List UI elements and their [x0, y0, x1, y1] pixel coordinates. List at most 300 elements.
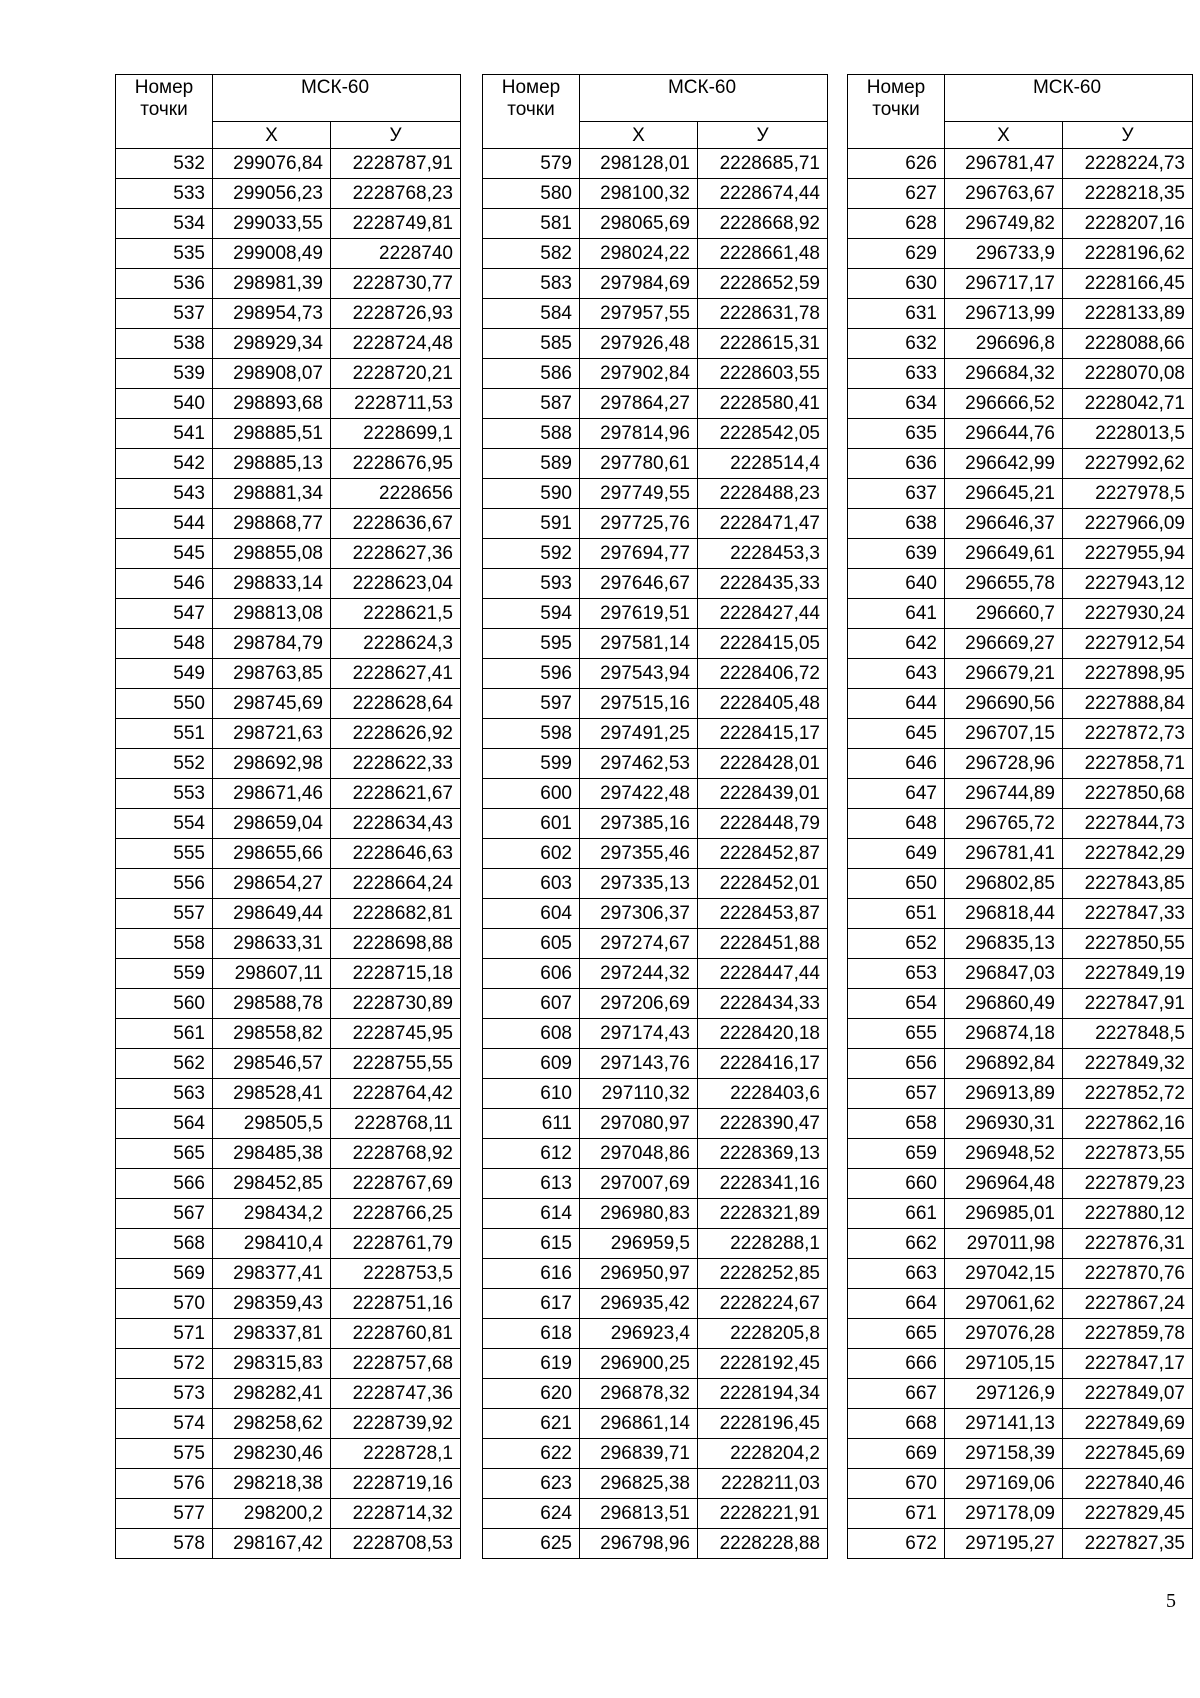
point-number-cell: 618	[483, 1319, 580, 1349]
point-number-cell: 615	[483, 1229, 580, 1259]
point-number-cell: 641	[848, 599, 945, 629]
x-coordinate-cell: 299076,84	[213, 149, 331, 179]
point-number-cell: 574	[116, 1409, 213, 1439]
y-coordinate-cell: 2228369,13	[698, 1139, 828, 1169]
point-number-cell: 542	[116, 449, 213, 479]
x-coordinate-cell: 297076,28	[945, 1319, 1063, 1349]
x-coordinate-cell: 296930,31	[945, 1109, 1063, 1139]
x-coordinate-cell: 298100,32	[580, 179, 698, 209]
y-coordinate-cell: 2228674,44	[698, 179, 828, 209]
x-coordinate-cell: 296733,9	[945, 239, 1063, 269]
table-row	[483, 419, 828, 449]
point-number-cell: 594	[483, 599, 580, 629]
x-coordinate-cell: 297126,9	[945, 1379, 1063, 1409]
point-number-cell: 567	[116, 1199, 213, 1229]
y-coordinate-cell: 2227930,24	[1063, 599, 1193, 629]
table-row	[483, 1109, 828, 1139]
table-row	[848, 179, 1193, 209]
y-coordinate-cell: 2228196,45	[698, 1409, 828, 1439]
point-number-cell: 655	[848, 1019, 945, 1049]
y-coordinate-cell: 2228205,8	[698, 1319, 828, 1349]
x-coordinate-cell: 296861,14	[580, 1409, 698, 1439]
y-coordinate-cell: 2227859,78	[1063, 1319, 1193, 1349]
x-column-header: Х	[580, 122, 698, 149]
point-number-cell: 597	[483, 689, 580, 719]
point-number-cell: 639	[848, 539, 945, 569]
y-coordinate-cell: 2227858,71	[1063, 749, 1193, 779]
point-number-cell: 624	[483, 1499, 580, 1529]
x-coordinate-cell: 296669,27	[945, 629, 1063, 659]
point-number-cell: 562	[116, 1049, 213, 1079]
table-row	[483, 629, 828, 659]
point-number-cell: 569	[116, 1259, 213, 1289]
table-row	[483, 929, 828, 959]
point-number-cell: 602	[483, 839, 580, 869]
x-coordinate-cell: 296900,25	[580, 1349, 698, 1379]
point-number-cell: 648	[848, 809, 945, 839]
table-row	[483, 839, 828, 869]
y-coordinate-cell: 2228740	[331, 239, 461, 269]
y-column-header: У	[331, 122, 461, 149]
y-coordinate-cell: 2227827,35	[1063, 1529, 1193, 1559]
point-number-cell: 654	[848, 989, 945, 1019]
table-row	[116, 1079, 461, 1109]
x-coordinate-cell: 296847,03	[945, 959, 1063, 989]
x-coordinate-cell: 296825,38	[580, 1469, 698, 1499]
table-row	[848, 1019, 1193, 1049]
y-column-header: У	[1063, 122, 1193, 149]
y-coordinate-cell: 2228192,45	[698, 1349, 828, 1379]
table-row	[116, 989, 461, 1019]
table-row	[116, 539, 461, 569]
x-coordinate-cell: 297491,25	[580, 719, 698, 749]
point-number-cell: 610	[483, 1079, 580, 1109]
table-row	[116, 659, 461, 689]
point-number-cell: 620	[483, 1379, 580, 1409]
y-coordinate-cell: 2227848,5	[1063, 1019, 1193, 1049]
point-number-cell: 566	[116, 1169, 213, 1199]
x-coordinate-cell: 296781,41	[945, 839, 1063, 869]
x-coordinate-cell: 298659,04	[213, 809, 331, 839]
y-coordinate-cell: 2228427,44	[698, 599, 828, 629]
table-row	[848, 389, 1193, 419]
table-row	[483, 869, 828, 899]
x-coordinate-cell: 298452,85	[213, 1169, 331, 1199]
y-coordinate-cell: 2228390,47	[698, 1109, 828, 1139]
x-coordinate-cell: 298128,01	[580, 149, 698, 179]
x-coordinate-cell: 296860,49	[945, 989, 1063, 1019]
y-coordinate-cell: 2228218,35	[1063, 179, 1193, 209]
x-coordinate-cell: 296655,78	[945, 569, 1063, 599]
x-coordinate-cell: 298315,83	[213, 1349, 331, 1379]
y-coordinate-cell: 2228321,89	[698, 1199, 828, 1229]
point-number-cell: 532	[116, 149, 213, 179]
y-coordinate-cell: 2228622,33	[331, 749, 461, 779]
point-number-cell: 633	[848, 359, 945, 389]
y-coordinate-cell: 2228720,21	[331, 359, 461, 389]
x-coordinate-cell: 297306,37	[580, 899, 698, 929]
y-coordinate-cell: 2228698,88	[331, 929, 461, 959]
table-row	[848, 749, 1193, 779]
point-number-cell: 595	[483, 629, 580, 659]
point-number-cell: 564	[116, 1109, 213, 1139]
y-coordinate-cell: 2228652,59	[698, 269, 828, 299]
y-coordinate-cell: 2228615,31	[698, 329, 828, 359]
x-coordinate-cell: 296660,7	[945, 599, 1063, 629]
y-coordinate-cell: 2228757,68	[331, 1349, 461, 1379]
x-coordinate-cell: 297061,62	[945, 1289, 1063, 1319]
x-coordinate-cell: 298258,62	[213, 1409, 331, 1439]
point-number-cell: 547	[116, 599, 213, 629]
y-coordinate-cell: 2228621,5	[331, 599, 461, 629]
y-coordinate-cell: 2227879,23	[1063, 1169, 1193, 1199]
table-row	[483, 599, 828, 629]
table-row	[848, 359, 1193, 389]
point-number-cell: 608	[483, 1019, 580, 1049]
y-coordinate-cell: 2227943,12	[1063, 569, 1193, 599]
y-coordinate-cell: 2228252,85	[698, 1259, 828, 1289]
y-coordinate-cell: 2227955,94	[1063, 539, 1193, 569]
table-row	[848, 1139, 1193, 1169]
y-coordinate-cell: 2228415,05	[698, 629, 828, 659]
x-coordinate-cell: 298359,43	[213, 1289, 331, 1319]
y-coordinate-cell: 2228656	[331, 479, 461, 509]
point-number-cell: 588	[483, 419, 580, 449]
point-number-cell: 535	[116, 239, 213, 269]
x-coordinate-cell: 298337,81	[213, 1319, 331, 1349]
table-row	[116, 1229, 461, 1259]
table-row	[483, 1499, 828, 1529]
y-coordinate-cell: 2228542,05	[698, 419, 828, 449]
table-row	[116, 1109, 461, 1139]
table-row	[116, 869, 461, 899]
y-coordinate-cell: 2228447,44	[698, 959, 828, 989]
x-coordinate-cell: 298024,22	[580, 239, 698, 269]
x-coordinate-cell: 296645,21	[945, 479, 1063, 509]
x-coordinate-cell: 298218,38	[213, 1469, 331, 1499]
x-coordinate-cell: 298954,73	[213, 299, 331, 329]
table-row	[483, 1079, 828, 1109]
x-coordinate-cell: 299056,23	[213, 179, 331, 209]
x-coordinate-cell: 298434,2	[213, 1199, 331, 1229]
x-coordinate-cell: 297158,39	[945, 1439, 1063, 1469]
point-number-cell: 671	[848, 1499, 945, 1529]
x-coordinate-cell: 298655,66	[213, 839, 331, 869]
point-number-cell: 669	[848, 1439, 945, 1469]
point-number-cell: 665	[848, 1319, 945, 1349]
table-row	[483, 1169, 828, 1199]
x-coordinate-cell: 296713,99	[945, 299, 1063, 329]
table-row	[483, 359, 828, 389]
x-coordinate-cell: 296763,67	[945, 179, 1063, 209]
x-coordinate-cell: 298505,5	[213, 1109, 331, 1139]
table-row	[848, 1079, 1193, 1109]
point-number-cell: 609	[483, 1049, 580, 1079]
point-number-cell: 600	[483, 779, 580, 809]
y-coordinate-cell: 2228204,2	[698, 1439, 828, 1469]
table-row	[848, 809, 1193, 839]
table-row	[848, 329, 1193, 359]
x-coordinate-cell: 298528,41	[213, 1079, 331, 1109]
x-coordinate-cell: 296950,97	[580, 1259, 698, 1289]
y-coordinate-cell: 2228194,34	[698, 1379, 828, 1409]
x-coordinate-cell: 298167,42	[213, 1529, 331, 1559]
table-row	[116, 1469, 461, 1499]
point-number-cell: 583	[483, 269, 580, 299]
y-coordinate-cell: 2227843,85	[1063, 869, 1193, 899]
table-row	[483, 1319, 828, 1349]
x-coordinate-cell: 297780,61	[580, 449, 698, 479]
x-coordinate-cell: 296644,76	[945, 419, 1063, 449]
y-coordinate-cell: 2228434,33	[698, 989, 828, 1019]
table-row	[483, 179, 828, 209]
point-number-cell: 629	[848, 239, 945, 269]
y-coordinate-cell: 2228699,1	[331, 419, 461, 449]
x-coordinate-cell: 298377,41	[213, 1259, 331, 1289]
y-coordinate-cell: 2228405,48	[698, 689, 828, 719]
y-coordinate-cell: 2228471,47	[698, 509, 828, 539]
table-row	[116, 899, 461, 929]
x-coordinate-cell: 298908,07	[213, 359, 331, 389]
point-number-cell: 621	[483, 1409, 580, 1439]
table-row	[848, 209, 1193, 239]
y-coordinate-cell: 2228747,36	[331, 1379, 461, 1409]
point-number-cell: 548	[116, 629, 213, 659]
y-coordinate-cell: 2228228,88	[698, 1529, 828, 1559]
x-coordinate-cell: 296839,71	[580, 1439, 698, 1469]
table-row	[848, 1229, 1193, 1259]
table-row	[483, 269, 828, 299]
x-coordinate-cell: 297174,43	[580, 1019, 698, 1049]
table-row	[116, 779, 461, 809]
point-number-cell: 571	[116, 1319, 213, 1349]
table-row	[848, 569, 1193, 599]
x-coordinate-cell: 298885,51	[213, 419, 331, 449]
x-coordinate-cell: 297864,27	[580, 389, 698, 419]
point-number-cell: 575	[116, 1439, 213, 1469]
x-coordinate-cell: 297462,53	[580, 749, 698, 779]
y-coordinate-cell: 2227840,46	[1063, 1469, 1193, 1499]
y-coordinate-cell: 2228676,95	[331, 449, 461, 479]
table-row	[116, 1259, 461, 1289]
y-coordinate-cell: 2227992,62	[1063, 449, 1193, 479]
point-number-cell: 593	[483, 569, 580, 599]
y-coordinate-cell: 2228224,73	[1063, 149, 1193, 179]
x-coordinate-cell: 297422,48	[580, 779, 698, 809]
x-coordinate-cell: 298671,46	[213, 779, 331, 809]
y-coordinate-cell: 2228448,79	[698, 809, 828, 839]
y-coordinate-cell: 2228207,16	[1063, 209, 1193, 239]
x-coordinate-cell: 296948,52	[945, 1139, 1063, 1169]
table-row	[116, 419, 461, 449]
point-number-cell: 632	[848, 329, 945, 359]
x-coordinate-cell: 297143,76	[580, 1049, 698, 1079]
point-number-cell: 536	[116, 269, 213, 299]
point-number-cell: 538	[116, 329, 213, 359]
x-coordinate-cell: 298855,08	[213, 539, 331, 569]
table-row	[116, 359, 461, 389]
x-coordinate-cell: 298282,41	[213, 1379, 331, 1409]
point-number-cell: 611	[483, 1109, 580, 1139]
x-coordinate-cell: 297206,69	[580, 989, 698, 1019]
table-row	[116, 1019, 461, 1049]
x-coordinate-cell: 298200,2	[213, 1499, 331, 1529]
point-number-cell: 646	[848, 749, 945, 779]
y-coordinate-cell: 2227849,32	[1063, 1049, 1193, 1079]
table-row	[116, 509, 461, 539]
table-row	[483, 209, 828, 239]
table-row	[483, 719, 828, 749]
x-coordinate-cell: 296835,13	[945, 929, 1063, 959]
table-row	[116, 1319, 461, 1349]
point-number-cell: 628	[848, 209, 945, 239]
table-row	[116, 1529, 461, 1559]
point-number-cell: 667	[848, 1379, 945, 1409]
x-coordinate-cell: 296642,99	[945, 449, 1063, 479]
point-number-cell: 573	[116, 1379, 213, 1409]
coordinate-system-header: МСК-60	[945, 75, 1193, 122]
y-coordinate-cell: 2228435,33	[698, 569, 828, 599]
x-coordinate-cell: 296717,17	[945, 269, 1063, 299]
y-coordinate-cell: 2227847,17	[1063, 1349, 1193, 1379]
y-coordinate-cell: 2228730,77	[331, 269, 461, 299]
y-coordinate-cell: 2228166,45	[1063, 269, 1193, 299]
table-row	[848, 689, 1193, 719]
y-coordinate-cell: 2228668,92	[698, 209, 828, 239]
point-number-cell: 576	[116, 1469, 213, 1499]
table-row	[483, 1439, 828, 1469]
x-coordinate-cell: 297080,97	[580, 1109, 698, 1139]
table-row	[848, 299, 1193, 329]
table-row	[116, 269, 461, 299]
point-number-cell: 619	[483, 1349, 580, 1379]
table-row	[848, 1439, 1193, 1469]
point-number-cell: 590	[483, 479, 580, 509]
point-number-cell: 545	[116, 539, 213, 569]
x-coordinate-cell: 297195,27	[945, 1529, 1063, 1559]
x-coordinate-cell: 298588,78	[213, 989, 331, 1019]
point-number-cell: 533	[116, 179, 213, 209]
table-row	[483, 329, 828, 359]
y-coordinate-cell: 2228627,36	[331, 539, 461, 569]
point-number-cell: 660	[848, 1169, 945, 1199]
table-row	[848, 1199, 1193, 1229]
x-coordinate-cell: 296666,52	[945, 389, 1063, 419]
table-row	[483, 1049, 828, 1079]
table-row	[116, 1349, 461, 1379]
table-row	[483, 149, 828, 179]
table-row	[848, 419, 1193, 449]
point-number-cell: 613	[483, 1169, 580, 1199]
point-number-cell: 599	[483, 749, 580, 779]
point-number-cell: 605	[483, 929, 580, 959]
table-row	[116, 299, 461, 329]
x-coordinate-cell: 298721,63	[213, 719, 331, 749]
point-number-cell: 634	[848, 389, 945, 419]
point-number-cell: 662	[848, 1229, 945, 1259]
y-coordinate-cell: 2227872,73	[1063, 719, 1193, 749]
table-row	[848, 989, 1193, 1019]
table-row	[116, 389, 461, 419]
x-coordinate-cell: 297385,16	[580, 809, 698, 839]
point-number-cell: 668	[848, 1409, 945, 1439]
x-coordinate-cell: 296728,96	[945, 749, 1063, 779]
y-coordinate-cell: 2228224,67	[698, 1289, 828, 1319]
x-coordinate-cell: 297048,86	[580, 1139, 698, 1169]
y-coordinate-cell: 2228428,01	[698, 749, 828, 779]
y-coordinate-cell: 2227880,12	[1063, 1199, 1193, 1229]
table-row	[483, 539, 828, 569]
table-row	[848, 149, 1193, 179]
y-coordinate-cell: 2228453,3	[698, 539, 828, 569]
point-number-cell: 630	[848, 269, 945, 299]
y-coordinate-cell: 2227849,07	[1063, 1379, 1193, 1409]
point-number-cell: 584	[483, 299, 580, 329]
point-number-cell: 661	[848, 1199, 945, 1229]
x-coordinate-cell: 296765,72	[945, 809, 1063, 839]
point-number-cell: 652	[848, 929, 945, 959]
table-row	[483, 479, 828, 509]
table-row	[483, 1019, 828, 1049]
point-number-cell: 544	[116, 509, 213, 539]
y-coordinate-cell: 2227849,19	[1063, 959, 1193, 989]
point-number-cell: 637	[848, 479, 945, 509]
point-number-cell: 572	[116, 1349, 213, 1379]
x-coordinate-cell: 296749,82	[945, 209, 1063, 239]
point-number-cell: 558	[116, 929, 213, 959]
x-coordinate-cell: 298893,68	[213, 389, 331, 419]
point-number-cell: 666	[848, 1349, 945, 1379]
y-coordinate-cell: 2228714,32	[331, 1499, 461, 1529]
x-coordinate-cell: 296781,47	[945, 149, 1063, 179]
x-coordinate-cell: 296959,5	[580, 1229, 698, 1259]
point-number-cell: 586	[483, 359, 580, 389]
x-coordinate-cell: 297814,96	[580, 419, 698, 449]
point-number-cell: 607	[483, 989, 580, 1019]
table-row	[848, 899, 1193, 929]
y-coordinate-cell: 2227862,16	[1063, 1109, 1193, 1139]
y-coordinate-cell: 2228453,87	[698, 899, 828, 929]
table-row	[848, 1259, 1193, 1289]
table-row	[116, 479, 461, 509]
point-number-cell: 581	[483, 209, 580, 239]
y-coordinate-cell: 2228685,71	[698, 149, 828, 179]
coordinates-table-2	[482, 74, 828, 1559]
table-row	[848, 599, 1193, 629]
table-row	[116, 209, 461, 239]
point-number-cell: 645	[848, 719, 945, 749]
point-number-cell: 552	[116, 749, 213, 779]
point-number-cell: 658	[848, 1109, 945, 1139]
table-row	[483, 1229, 828, 1259]
point-number-cell: 563	[116, 1079, 213, 1109]
table-row	[483, 1469, 828, 1499]
table-row	[116, 179, 461, 209]
x-coordinate-cell: 298485,38	[213, 1139, 331, 1169]
y-coordinate-cell: 2228288,1	[698, 1229, 828, 1259]
point-number-cell: 606	[483, 959, 580, 989]
point-number-cell: 612	[483, 1139, 580, 1169]
table-row	[483, 299, 828, 329]
x-coordinate-cell: 297244,32	[580, 959, 698, 989]
y-coordinate-cell: 2228787,91	[331, 149, 461, 179]
y-coordinate-cell: 2228755,55	[331, 1049, 461, 1079]
y-coordinate-cell: 2228603,55	[698, 359, 828, 389]
x-coordinate-cell: 296913,89	[945, 1079, 1063, 1109]
y-coordinate-cell: 2228406,72	[698, 659, 828, 689]
point-number-cell: 598	[483, 719, 580, 749]
point-number-cell: 657	[848, 1079, 945, 1109]
